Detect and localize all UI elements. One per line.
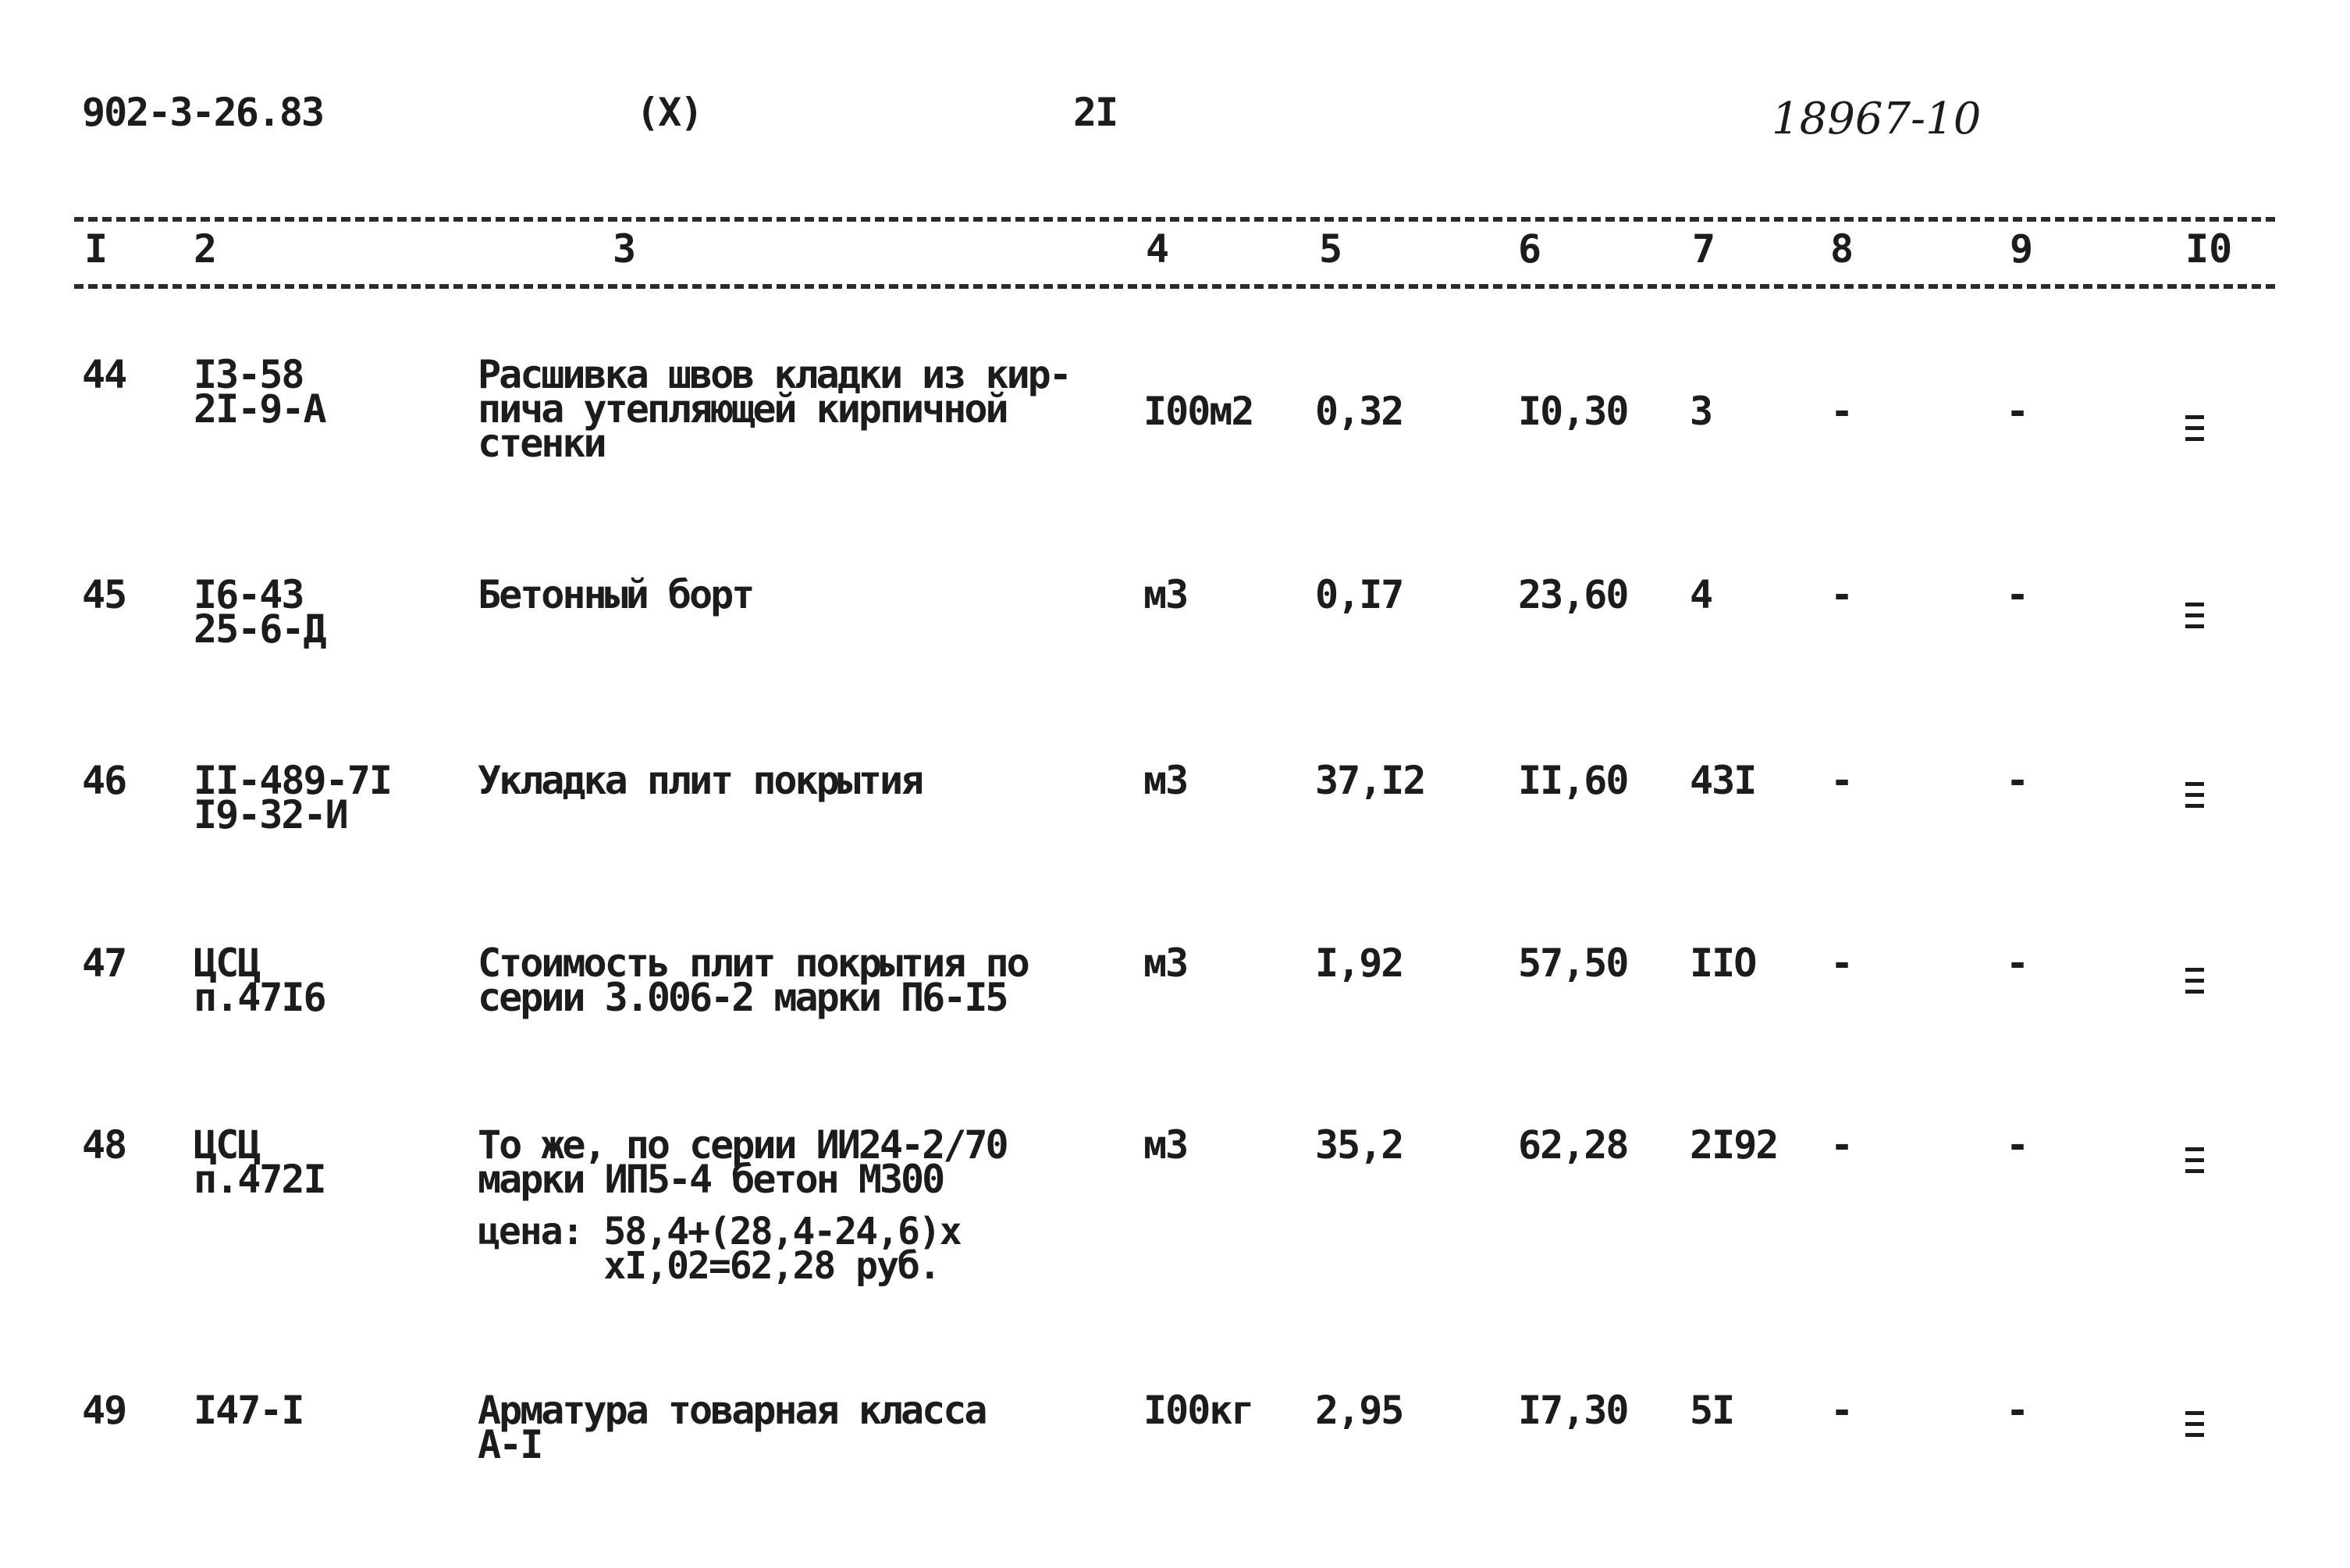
quantity: 0,32 (1315, 389, 1403, 434)
description-line: Арматура товарная класса (478, 1388, 986, 1433)
unit: м3 (1143, 758, 1188, 803)
row-number: 48 (82, 1122, 126, 1168)
quantity: 37,I2 (1315, 758, 1425, 803)
rate-code: I47-I (194, 1388, 304, 1433)
unit-price: 23,60 (1518, 572, 1628, 617)
row-number: 44 (82, 352, 126, 397)
rate-code-secondary: п.47I6 (194, 975, 325, 1020)
quantity: 35,2 (1315, 1122, 1403, 1168)
column-number: 5 (1319, 226, 1343, 272)
quantity: 2,95 (1315, 1388, 1403, 1433)
description-line: Укладка плит покрытия (478, 758, 923, 803)
ditto-mark (2185, 1147, 2204, 1180)
total-cost: 3 (1690, 389, 1712, 434)
column-9-value: - (2006, 1388, 2028, 1433)
description-line: стенки (478, 421, 605, 466)
header-rule-top (74, 217, 2275, 222)
ditto-mark (2185, 1411, 2204, 1444)
column-number: 7 (1692, 226, 1716, 272)
column-9-value: - (2006, 389, 2028, 434)
unit: м3 (1143, 572, 1188, 617)
description-line: марки ИП5-4 бетон М300 (478, 1157, 944, 1202)
rate-code: I6-43 (194, 572, 304, 617)
price-note-line: хI,02=62,28 руб. (478, 1244, 940, 1288)
rate-code-secondary: I9-32-И (194, 792, 347, 837)
column-number: 6 (1518, 226, 1542, 272)
description-line: Стоимость плит покрытия по (478, 940, 1028, 986)
total-cost: 43I (1690, 758, 1756, 803)
column-number: 4 (1146, 226, 1170, 272)
column-number: 3 (613, 226, 637, 272)
rate-code-secondary: 2I-9-A (194, 386, 325, 432)
ditto-mark (2185, 968, 2204, 1001)
total-cost: 4 (1690, 572, 1712, 617)
column-number: 8 (1830, 226, 1854, 272)
unit-price: I7,30 (1518, 1388, 1628, 1433)
description-line: Расшивка швов кладки из кир- (478, 352, 1070, 397)
rate-code: ЦСЦ (194, 940, 260, 986)
rate-code: I3-58 (194, 352, 304, 397)
unit-price: I0,30 (1518, 389, 1628, 434)
row-number: 47 (82, 940, 126, 986)
description-line: А-I (478, 1422, 542, 1467)
column-9-value: - (2006, 1122, 2028, 1168)
column-8-value: - (1830, 1388, 1853, 1433)
unit: I00кг (1143, 1388, 1253, 1433)
column-number: 2 (194, 226, 218, 272)
description-line: То же, по серии ИИ24-2/70 (478, 1122, 1007, 1168)
unit: I00м2 (1143, 389, 1253, 434)
column-8-value: - (1830, 389, 1853, 434)
ditto-mark (2185, 603, 2204, 635)
row-number: 49 (82, 1388, 126, 1433)
document-code: 902-3-26.83 (82, 90, 324, 135)
price-note-line: цена: 58,4+(28,4-24,6)х (478, 1210, 961, 1253)
description-line: пича утепляющей кирпичной (478, 386, 1007, 432)
column-8-value: - (1830, 572, 1853, 617)
column-9-value: - (2006, 572, 2028, 617)
rate-code: II-489-7I (194, 758, 391, 803)
rate-code-secondary: п.472I (194, 1157, 325, 1202)
unit-price: 57,50 (1518, 940, 1628, 986)
row-number: 45 (82, 572, 126, 617)
description-line: серии 3.006-2 марки П6-I5 (478, 975, 1007, 1020)
header-rule-bottom (74, 284, 2275, 289)
unit-price: II,60 (1518, 758, 1628, 803)
unit: м3 (1143, 940, 1188, 986)
column-8-value: - (1830, 758, 1853, 803)
quantity: 0,I7 (1315, 572, 1403, 617)
column-9-value: - (2006, 940, 2028, 986)
column-number: I (84, 226, 108, 272)
unit: м3 (1143, 1122, 1188, 1168)
section-number: (X) (636, 90, 702, 135)
column-8-value: - (1830, 940, 1853, 986)
total-cost: 5I (1690, 1388, 1734, 1433)
handwritten-number: 18967-10 (1772, 94, 1982, 144)
total-cost: IIO (1690, 940, 1756, 986)
ditto-mark (2185, 415, 2204, 448)
column-8-value: - (1830, 1122, 1853, 1168)
description-line: Бетонный борт (478, 572, 753, 617)
column-9-value: - (2006, 758, 2028, 803)
rate-code: ЦСЦ (194, 1122, 260, 1168)
column-number: I0 (2185, 226, 2233, 272)
page-number: 2I (1073, 90, 1118, 135)
ditto-mark (2185, 782, 2204, 815)
unit-price: 62,28 (1518, 1122, 1628, 1168)
column-number: 9 (2010, 226, 2034, 272)
total-cost: 2I92 (1690, 1122, 1778, 1168)
rate-code-secondary: 25-6-Д (194, 606, 325, 652)
quantity: I,92 (1315, 940, 1403, 986)
row-number: 46 (82, 758, 126, 803)
